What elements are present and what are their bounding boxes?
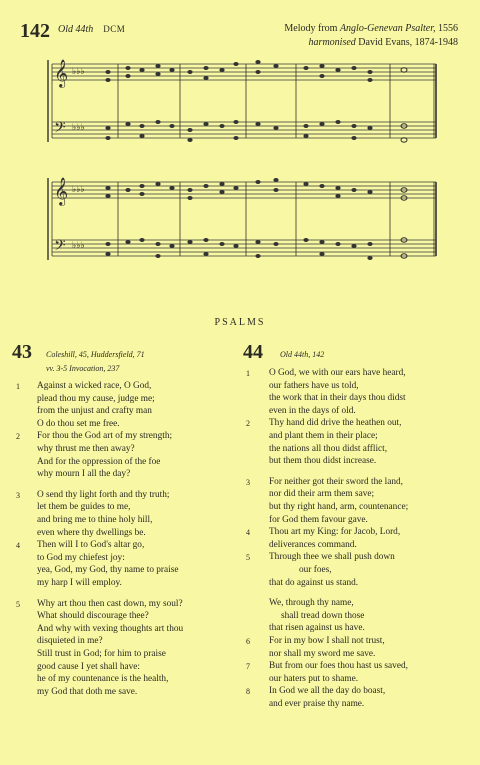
- psalm-43-number: 43: [12, 341, 32, 363]
- verse-line: Against a wicked race, O God,: [37, 381, 152, 391]
- verse-line: the work that in their days thou didst: [269, 393, 406, 404]
- verse-line: from the unjust and crafty man: [37, 406, 152, 417]
- verse-line: And why with vexing thoughts art thou: [37, 623, 184, 634]
- verse-line: For in my bow I shall not trust,: [269, 636, 385, 646]
- stanza-number: 1: [246, 369, 250, 378]
- verse-line: to God my chiefest joy:: [37, 552, 125, 563]
- verse-line: even where thy dwellings be.: [37, 527, 146, 538]
- verse-line: my harp I will employ.: [37, 578, 122, 588]
- verse-line: plead thou my cause, judge me;: [37, 393, 155, 404]
- verse-line: but thy right hand, arm, countenance;: [269, 502, 409, 512]
- verse-line: We, through thy name,: [269, 598, 354, 609]
- stanza-number: 1: [16, 382, 20, 391]
- bass-clef-icon: 𝄢: [54, 237, 66, 258]
- verse-line: he of my countenance is the health,: [37, 674, 169, 685]
- stanza-number: 3: [16, 490, 20, 500]
- verse-line: and plant them in their place;: [269, 431, 378, 441]
- verse-line: good cause I yet shall have:: [37, 661, 141, 672]
- verse-line: deliverances command.: [269, 539, 357, 550]
- treble-clef-icon: 𝄞: [54, 177, 69, 205]
- verse-line: yea, God, my God, thy name to praise: [37, 565, 179, 576]
- treble-clef-icon: 𝄞: [54, 59, 69, 87]
- svg-text:♭♭♭: ♭♭♭: [72, 241, 85, 251]
- verse-line: O do thou set me free.: [37, 418, 120, 429]
- verse-line: And for the oppression of the foe: [37, 456, 161, 467]
- tune-title: Old 44th: [58, 24, 94, 35]
- verse-line: In God we all the day do boast,: [269, 686, 386, 697]
- stanza-number: 6: [246, 637, 250, 646]
- verse-line: For neither got their sword the land,: [269, 476, 404, 487]
- bass-clef-icon: 𝄢: [54, 119, 66, 140]
- verse-line: but them thou didst increase.: [269, 456, 377, 467]
- psalm-44-number: 44: [243, 341, 263, 363]
- verse-line: Thou art my King: for Jacob, Lord,: [269, 527, 401, 538]
- verse-line: But from our foes thou hast us saved,: [269, 661, 408, 672]
- verse-line: and bring me to thine holy hill,: [37, 515, 153, 525]
- verse-line: the nations all thou didst afflict,: [269, 443, 388, 454]
- verse-line: Then will I to God's altar go,: [37, 540, 145, 551]
- stanza-number: 5: [246, 553, 250, 563]
- harmony-label: harmonised: [308, 37, 356, 48]
- psalm-44-tunes: Old 44th, 142: [280, 350, 325, 359]
- stanza-number: 3: [246, 477, 250, 487]
- svg-text:♭♭♭: ♭♭♭: [72, 123, 85, 133]
- melody-label: Melody from: [284, 23, 338, 34]
- melody-year: 1556: [438, 23, 458, 34]
- verse-line: our foes,: [299, 565, 332, 575]
- verse-line: Why art thou then cast down, my soul?: [37, 598, 183, 609]
- section-title: PSALMS: [214, 317, 266, 328]
- stanza-number: 2: [246, 419, 250, 429]
- stanza-number: 4: [246, 528, 250, 538]
- verse-line: O send thy light forth and thy truth;: [37, 489, 170, 500]
- svg-text:♭♭♭: ♭♭♭: [72, 67, 85, 77]
- verse-line: why mourn I all the day?: [37, 469, 131, 480]
- verse-line: our haters put to shame.: [269, 673, 359, 684]
- harmony-by: David Evans, 1874-1948: [358, 37, 458, 48]
- verse-line: nor did their arm them save;: [269, 489, 375, 500]
- verse-line: For thou the God art of my strength;: [37, 431, 173, 442]
- verse-line: that risen against us have.: [269, 623, 365, 634]
- verse-line: and ever praise thy name.: [269, 699, 365, 709]
- verse-line: for God them favour gave.: [269, 514, 368, 525]
- verse-line: disquieted in me?: [37, 636, 103, 647]
- verse-line: even in the days of old.: [269, 405, 356, 416]
- verse-line: let them be guides to me,: [37, 502, 131, 513]
- meter: DCM: [103, 24, 126, 34]
- psalm-43-invocation: vv. 3-5 Invocation, 237: [46, 364, 120, 373]
- verse-line: Still trust in God; for him to praise: [37, 649, 166, 659]
- verse-line: our fathers have us told,: [269, 380, 359, 391]
- verse-line: why thrust me then away?: [37, 444, 135, 454]
- verse-line: my God that doth me save.: [37, 686, 138, 697]
- svg-text:♭♭♭: ♭♭♭: [72, 185, 85, 195]
- melody-source: Anglo-Genevan Psalter,: [339, 23, 436, 34]
- verse-line: nor shall my sword me save.: [269, 648, 376, 659]
- hymn-number: 142: [20, 20, 50, 42]
- verse-line: What should discourage thee?: [37, 611, 149, 622]
- verse-line: O God, we with our ears have heard,: [269, 368, 406, 378]
- stanza-number: 2: [16, 432, 20, 442]
- stanza-number: 7: [246, 662, 250, 672]
- psalm-43-tunes: Coleshill, 45, Huddersfield, 71: [46, 350, 145, 359]
- stanza-number: 5: [16, 599, 20, 609]
- verse-line: shall tread down those: [281, 610, 365, 621]
- verse-line: Through thee we shall push down: [269, 552, 395, 563]
- verse-line: that do against us stand.: [269, 577, 359, 588]
- stanza-number: 8: [246, 687, 250, 697]
- stanza-number: 4: [16, 541, 20, 551]
- verse-line: Thy hand did drive the heathen out,: [269, 418, 402, 429]
